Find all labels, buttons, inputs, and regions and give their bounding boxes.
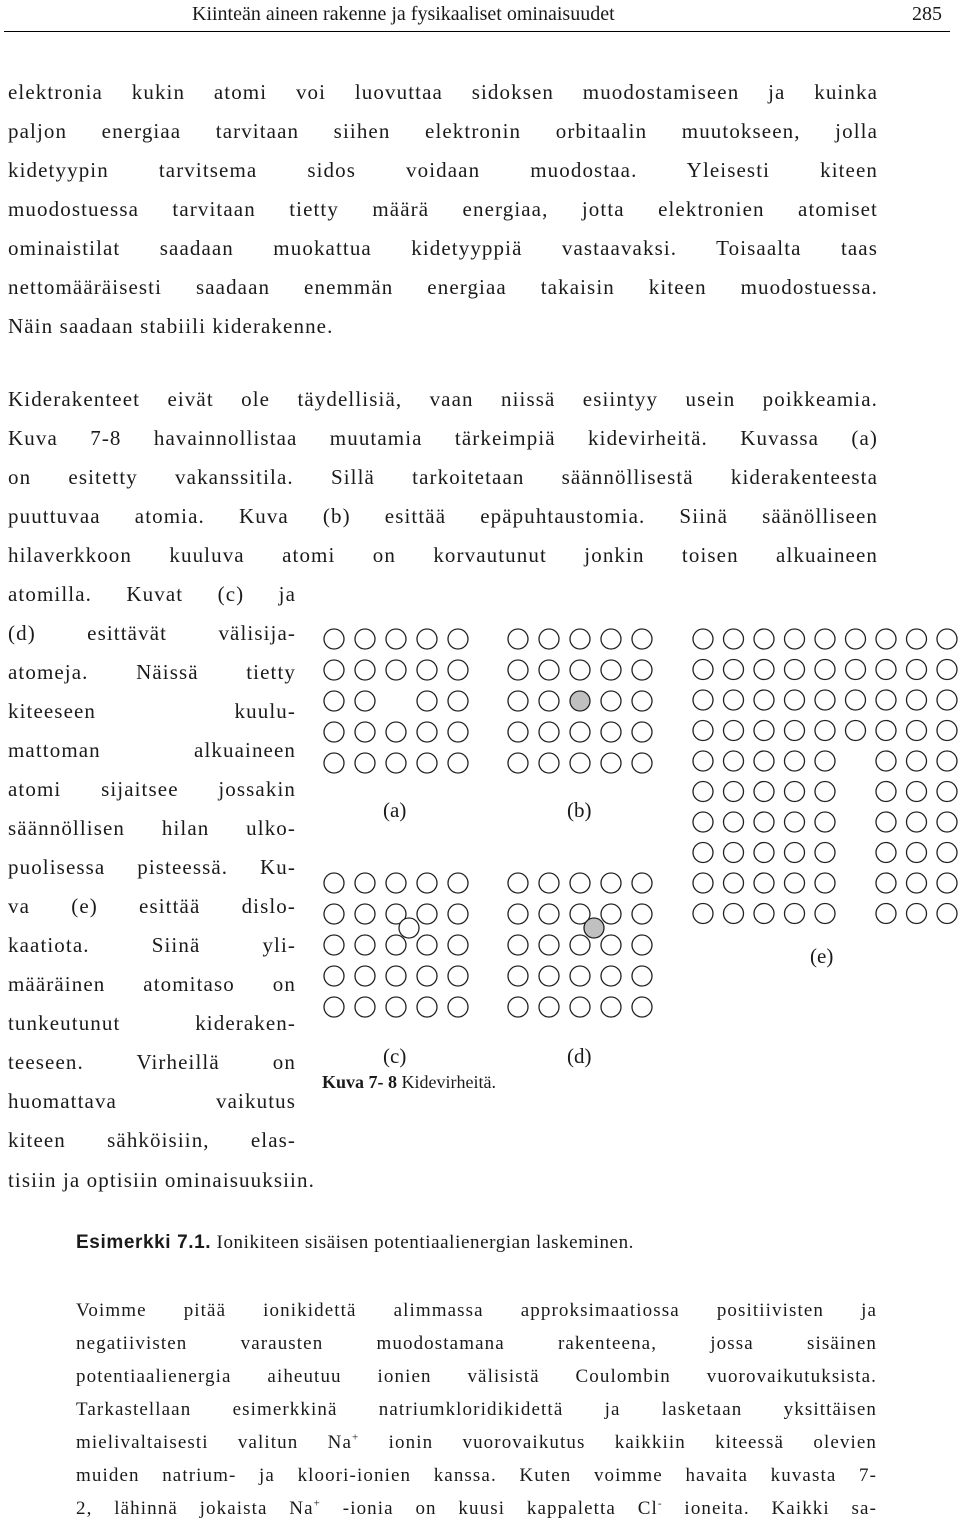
lattice-atom — [632, 904, 652, 924]
example-line — [76, 1426, 877, 1459]
lattice-atom — [508, 660, 528, 680]
lattice-atom — [324, 904, 344, 924]
lattice-atom — [324, 629, 344, 649]
lattice-atom — [937, 721, 957, 741]
lattice-atom — [324, 997, 344, 1017]
lattice-atom — [386, 873, 406, 893]
lattice-atom — [907, 751, 927, 771]
lattice-atom — [324, 660, 344, 680]
lattice-atom — [355, 873, 375, 893]
lattice-atom — [324, 873, 344, 893]
lattice-atom — [355, 997, 375, 1017]
lattice-atom — [724, 812, 744, 832]
lattice-atom — [448, 904, 468, 924]
paragraph-line: kiteeseen kuulu- — [8, 699, 296, 723]
interstitial-atom — [399, 918, 419, 938]
lattice-atom — [785, 904, 805, 924]
paragraph-line: tunkeutunut kideraken- — [8, 1011, 296, 1035]
lattice-atom — [355, 691, 375, 711]
interstitial-impurity-atom — [584, 918, 604, 938]
lattice-atom — [754, 843, 774, 863]
lattice-atom — [570, 873, 590, 893]
lattice-atom — [815, 629, 835, 649]
lattice-atom — [417, 997, 437, 1017]
example-text: ioneita. Kaikki sa- — [662, 1498, 878, 1519]
lattice-atom — [846, 660, 866, 680]
lattice-atom — [876, 660, 896, 680]
lattice-atom — [754, 873, 774, 893]
lattice-atom — [815, 782, 835, 802]
paragraph-line: va (e) esittää dislo- — [8, 894, 296, 918]
lattice-atom — [601, 691, 621, 711]
paragraph-line: on esitetty vakanssitila. Sillä tarkoitetaan säännöllisestä kiderakenteesta — [8, 465, 878, 489]
lattice-atom — [907, 812, 927, 832]
figure-label-d: (d) — [567, 1044, 592, 1068]
lattice-atom — [876, 843, 896, 863]
figure-label-b: (b) — [567, 798, 592, 822]
lattice-atom — [448, 935, 468, 955]
lattice-atom — [539, 873, 559, 893]
lattice-atom — [601, 966, 621, 986]
lattice-atom — [539, 660, 559, 680]
lattice-atom — [355, 629, 375, 649]
lattice-atom — [724, 660, 744, 680]
lattice-atom — [632, 997, 652, 1017]
lattice-atom — [907, 660, 927, 680]
lattice-atom — [570, 935, 590, 955]
lattice-atom — [785, 690, 805, 710]
lattice-atom — [570, 966, 590, 986]
lattice-atom — [601, 873, 621, 893]
lattice-atom — [417, 753, 437, 773]
impurity-atom — [570, 691, 590, 711]
lattice-atom — [632, 935, 652, 955]
lattice-atom — [386, 629, 406, 649]
lattice-atom — [937, 782, 957, 802]
lattice-atom — [417, 660, 437, 680]
lattice-atom — [417, 966, 437, 986]
lattice-atom — [724, 843, 744, 863]
lattice-atom — [386, 935, 406, 955]
lattice-atom — [876, 873, 896, 893]
lattice-atom — [448, 660, 468, 680]
lattice-atom — [355, 904, 375, 924]
lattice-atom — [417, 904, 437, 924]
example-line: muiden natrium- ja kloori-ionien kanssa. Kuten voimme havaita kuvasta 7- — [76, 1465, 877, 1486]
example-line: Voimme pitää ionikidettä alimmassa approksimaatiossa positiivisten ja — [76, 1300, 877, 1321]
lattice-atom — [693, 721, 713, 741]
paragraph-line: mattoman alkuaineen — [8, 738, 296, 762]
lattice-atom — [876, 812, 896, 832]
lattice-atom — [846, 690, 866, 710]
example-body — [76, 1294, 877, 1525]
lattice-atom — [570, 660, 590, 680]
lattice-atom — [539, 904, 559, 924]
example-line: negatiivisten varausten muodostamana rakenteena, jossa sisäinen — [76, 1333, 877, 1354]
lattice-atom — [448, 997, 468, 1017]
lattice-atom — [724, 721, 744, 741]
lattice-atom — [785, 721, 805, 741]
example-text: 2, lähinnä jokaista Na — [76, 1498, 314, 1519]
lattice-atom — [724, 782, 744, 802]
lattice-atom — [539, 966, 559, 986]
lattice-atom — [754, 629, 774, 649]
lattice-atom — [815, 843, 835, 863]
lattice-atom — [632, 873, 652, 893]
lattice-atom — [417, 691, 437, 711]
page-number: 285 — [912, 3, 942, 25]
lattice-atom — [417, 722, 437, 742]
paragraph-line: kidetyypin tarvitsema sidos voidaan muodostaa. Yleisesti kiteen — [8, 158, 878, 182]
lattice-atom — [907, 843, 927, 863]
lattice-atom — [937, 843, 957, 863]
lattice-atom — [539, 629, 559, 649]
paragraph-line: elektronia kukin atomi voi luovuttaa sidoksen muodostamiseen ja kuinka — [8, 80, 878, 104]
paragraph-line: puolisessa pisteessä. Ku- — [8, 855, 296, 879]
lattice-atom — [907, 873, 927, 893]
lattice-atom — [508, 966, 528, 986]
paragraph-line: nettomääräisesti saadaan enemmän energiaa takaisin kiteen muodostuessa. — [8, 275, 878, 299]
example-line: Tarkastellaan esimerkkinä natriumkloridikidettä ja lasketaan yksittäisen — [76, 1399, 877, 1420]
lattice-atom — [539, 997, 559, 1017]
paragraph-line: hilaverkkoon kuuluva atomi on korvautunut jonkin toisen alkuaineen — [8, 543, 878, 567]
lattice-atom — [632, 660, 652, 680]
lattice-atom — [876, 751, 896, 771]
lattice-atom — [508, 722, 528, 742]
example-line: potentiaalienergia aiheutuu ionien välisistä Coulombin vuorovaikutuksista. — [76, 1366, 877, 1387]
paragraph-line: tisiin ja optisiin ominaisuuksiin. — [8, 1168, 315, 1192]
paragraph-line: atomeja. Näissä tietty — [8, 660, 296, 684]
lattice-atom — [508, 753, 528, 773]
lattice-atom — [601, 753, 621, 773]
lattice-atom — [355, 660, 375, 680]
lattice-atom — [539, 722, 559, 742]
example-text: mielivaltaisesti valitun Na — [76, 1432, 353, 1453]
lattice-atom — [355, 935, 375, 955]
example-line — [76, 1492, 877, 1525]
figure-label-a: (a) — [383, 798, 407, 822]
lattice-atom — [754, 690, 774, 710]
lattice-atom — [754, 782, 774, 802]
paragraph-line: ominaistilat saadaan muokattua kidetyyppiä vastaavaksi. Toisaalta taas — [8, 236, 878, 260]
lattice-atom — [386, 966, 406, 986]
paragraph-line: atomi sijaitsee jossakin — [8, 777, 296, 801]
lattice-atom — [570, 629, 590, 649]
lattice-atom — [601, 629, 621, 649]
caption-label: Kuva 7- 8 — [322, 1072, 398, 1092]
lattice-atom — [601, 722, 621, 742]
lattice-atom — [386, 997, 406, 1017]
lattice-atom — [632, 691, 652, 711]
lattice-atom — [539, 753, 559, 773]
lattice-atom — [448, 753, 468, 773]
lattice-atom — [632, 966, 652, 986]
lattice-atom — [324, 691, 344, 711]
lattice-atom — [754, 751, 774, 771]
paragraph-line: paljon energiaa tarvitaan siihen elektronin orbitaalin muutokseen, jolla — [8, 119, 878, 143]
example-title: Ionikiteen sisäisen potentiaalienergian laskeminen. — [216, 1232, 635, 1253]
lattice-atom — [386, 753, 406, 773]
lattice-atom — [601, 935, 621, 955]
lattice-atom — [417, 629, 437, 649]
lattice-atom — [754, 812, 774, 832]
lattice-atom — [324, 722, 344, 742]
paragraph-line: kiteen sähköisiin, elas- — [8, 1128, 296, 1152]
lattice-atom — [601, 997, 621, 1017]
lattice-atom — [324, 753, 344, 773]
atom-lattices — [324, 629, 957, 1017]
lattice-atom — [601, 904, 621, 924]
lattice-atom — [693, 782, 713, 802]
lattice-atom — [355, 722, 375, 742]
superscript: + — [352, 1431, 360, 1444]
superscript: + — [313, 1497, 321, 1510]
lattice-atom — [539, 691, 559, 711]
lattice-atom — [508, 904, 528, 924]
lattice-atom — [693, 812, 713, 832]
lattice-atom — [907, 904, 927, 924]
lattice-atom — [417, 935, 437, 955]
figure-label-c: (c) — [383, 1044, 407, 1068]
lattice-atom — [632, 722, 652, 742]
lattice-atom — [508, 997, 528, 1017]
lattice-atom — [785, 782, 805, 802]
lattice-atom — [937, 660, 957, 680]
lattice-atom — [785, 812, 805, 832]
lattice-atom — [417, 873, 437, 893]
lattice-atom — [907, 721, 927, 741]
lattice-atom — [846, 721, 866, 741]
lattice-atom — [937, 812, 957, 832]
lattice-atom — [508, 691, 528, 711]
lattice-atom — [693, 690, 713, 710]
lattice-atom — [355, 753, 375, 773]
lattice-atom — [937, 690, 957, 710]
lattice-atom — [937, 629, 957, 649]
paragraph-line: atomilla. Kuvat (c) ja — [8, 582, 296, 606]
caption-text: Kidevirheitä. — [397, 1072, 496, 1092]
lattice-atom — [448, 873, 468, 893]
lattice-atom — [785, 873, 805, 893]
lattice-atom — [448, 691, 468, 711]
lattice-atom — [907, 629, 927, 649]
lattice-atom — [937, 751, 957, 771]
paragraph-line: määräinen atomitaso on — [8, 972, 296, 996]
lattice-atom — [693, 904, 713, 924]
lattice-atom — [693, 629, 713, 649]
lattice-atom — [724, 904, 744, 924]
lattice-atom — [876, 629, 896, 649]
lattice-atom — [785, 751, 805, 771]
lattice-atom — [508, 629, 528, 649]
lattice-atom — [754, 904, 774, 924]
lattice-atom — [386, 660, 406, 680]
example-text: -ionia on kuusi kappaletta Cl — [320, 1498, 658, 1519]
lattice-atom — [937, 904, 957, 924]
lattice-atom — [539, 935, 559, 955]
lattice-atom — [876, 782, 896, 802]
paragraph-line: kaatiota. Siinä yli- — [8, 933, 296, 957]
lattice-atom — [785, 660, 805, 680]
lattice-atom — [355, 966, 375, 986]
lattice-atom — [876, 721, 896, 741]
lattice-atom — [448, 966, 468, 986]
lattice-atom — [448, 722, 468, 742]
lattice-atom — [324, 935, 344, 955]
paragraph-line: Näin saadaan stabiili kiderakenne. — [8, 314, 334, 338]
example-label: Esimerkki 7.1. — [76, 1232, 212, 1253]
lattice-atom — [632, 753, 652, 773]
lattice-atom — [876, 904, 896, 924]
paragraph-line: muodostuessa tarvitaan tietty määrä energiaa, jotta elektronien atomiset — [8, 197, 878, 221]
lattice-atom — [508, 873, 528, 893]
lattice-atom — [785, 629, 805, 649]
example-heading — [76, 1232, 634, 1254]
lattice-atom — [724, 690, 744, 710]
lattice-atom — [846, 629, 866, 649]
lattice-atom — [724, 751, 744, 771]
figure-label-e: (e) — [810, 944, 834, 968]
lattice-atom — [448, 629, 468, 649]
lattice-atom — [907, 782, 927, 802]
lattice-atom — [815, 873, 835, 893]
running-title: Kiinteän aineen rakenne ja fysikaaliset ominaisuudet — [192, 3, 615, 25]
lattice-atom — [693, 873, 713, 893]
lattice-atom — [570, 722, 590, 742]
lattice-atom — [815, 812, 835, 832]
lattice-atom — [754, 660, 774, 680]
lattice-atom — [815, 721, 835, 741]
paragraph-line: teeseen. Virheillä on — [8, 1050, 296, 1074]
lattice-atom — [815, 904, 835, 924]
lattice-atom — [815, 751, 835, 771]
paragraph-line: puuttuvaa atomia. Kuva (b) esittää epäpuhtaustomia. Siinä säänölliseen — [8, 504, 878, 528]
paragraph-line: säännöllisen hilan ulko- — [8, 816, 296, 840]
lattice-atom — [570, 997, 590, 1017]
lattice-atom — [632, 629, 652, 649]
lattice-atom — [724, 629, 744, 649]
lattice-atom — [324, 966, 344, 986]
lattice-atom — [693, 751, 713, 771]
lattice-atom — [754, 721, 774, 741]
superscript: - — [657, 1497, 663, 1510]
lattice-atom — [601, 660, 621, 680]
lattice-atom — [907, 690, 927, 710]
lattice-atom — [693, 843, 713, 863]
lattice-atom — [937, 873, 957, 893]
lattice-atom — [570, 753, 590, 773]
lattice-atom — [815, 660, 835, 680]
lattice-atom — [724, 873, 744, 893]
paragraph-line: Kiderakenteet eivät ole täydellisiä, vaan niissä esiintyy usein poikkeamia. — [8, 387, 878, 411]
paragraph-line: (d) esittävät välisija- — [8, 621, 296, 645]
figure-caption — [322, 1072, 496, 1093]
lattice-atom — [785, 843, 805, 863]
lattice-atom — [876, 690, 896, 710]
lattice-atom — [815, 690, 835, 710]
paragraph-line: huomattava vaikutus — [8, 1089, 296, 1113]
example-text: ionin vuorovaikutus kaikkiin kiteessä olevien — [359, 1432, 877, 1453]
lattice-atom — [508, 935, 528, 955]
lattice-atom — [386, 722, 406, 742]
lattice-atom — [693, 660, 713, 680]
paragraph-line: Kuva 7-8 havainnollistaa muutamia tärkeimpiä kidevirheitä. Kuvassa (a) — [8, 426, 878, 450]
